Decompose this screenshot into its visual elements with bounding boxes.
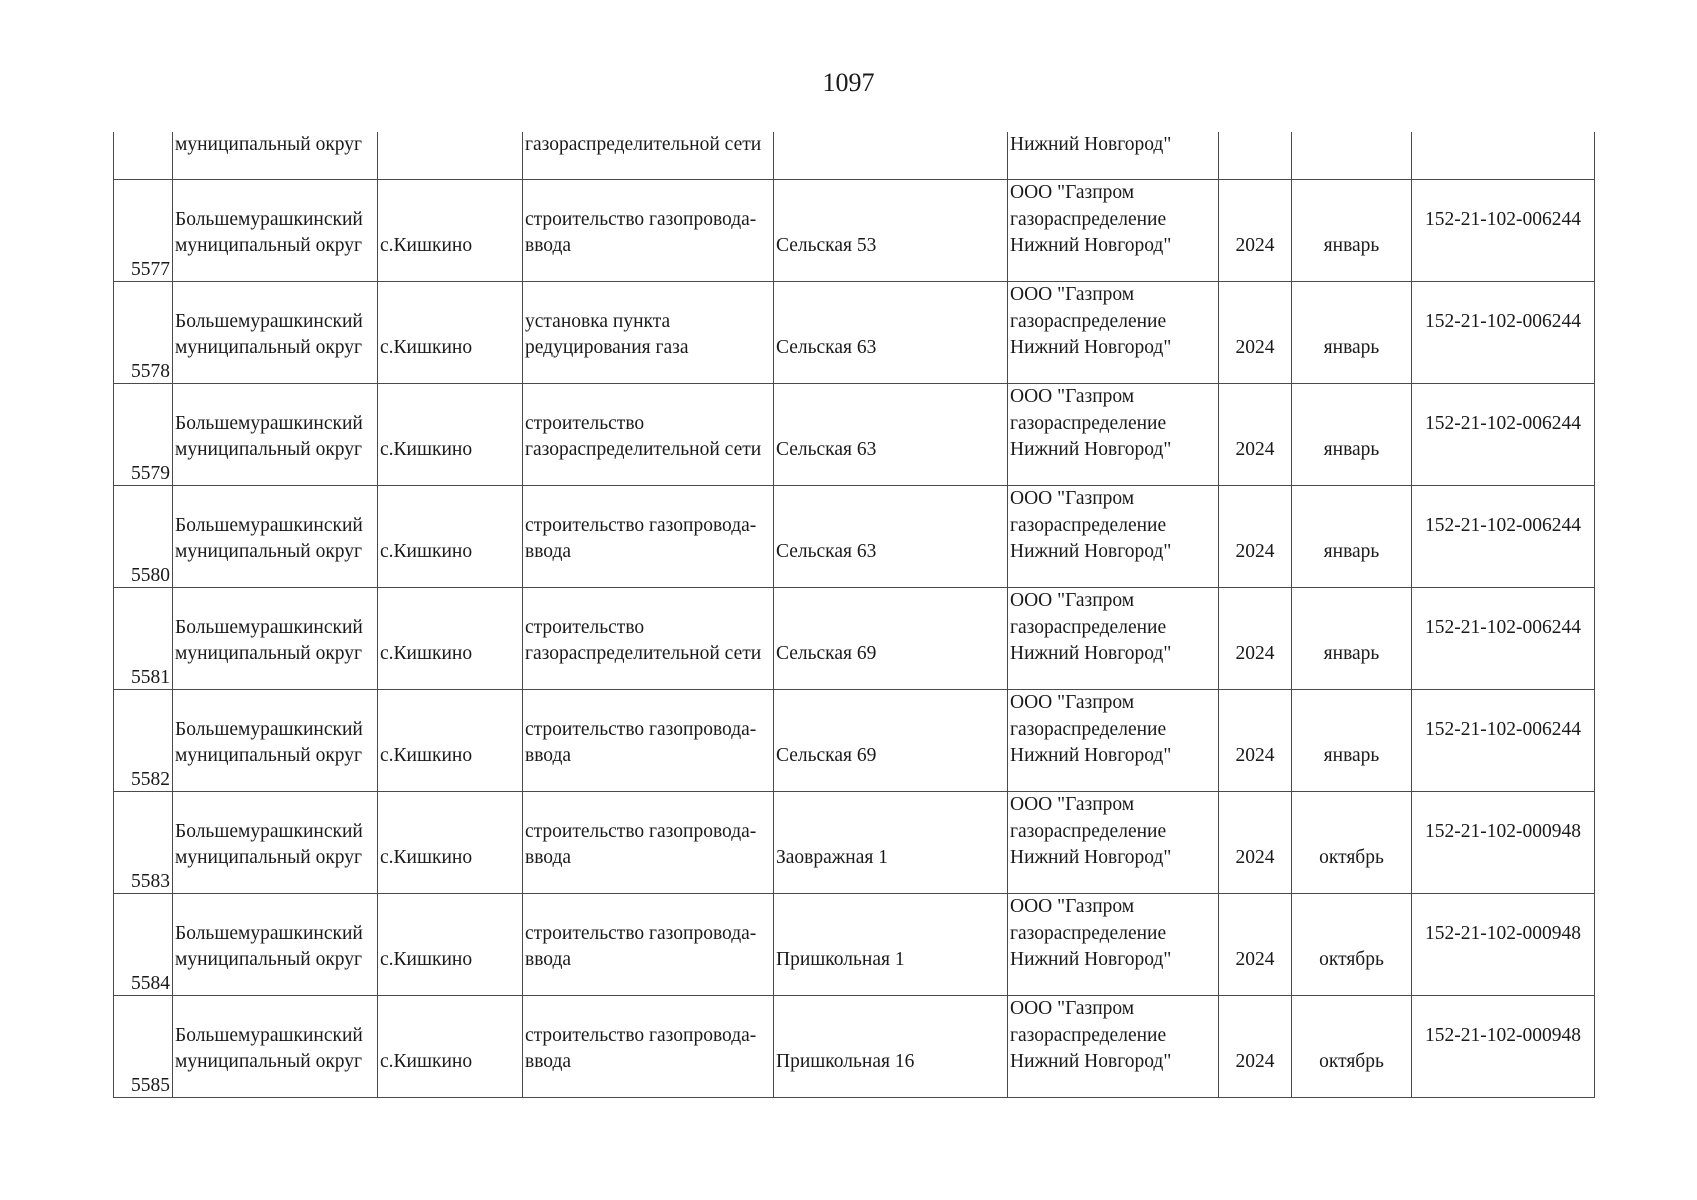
cell-year: [1219, 996, 1292, 1098]
cell-month: [1292, 588, 1412, 690]
cell-work: [523, 486, 774, 588]
cell-work: [523, 180, 774, 282]
org-line: Нижний Новгород": [1010, 337, 1172, 358]
cell-district: [173, 588, 378, 690]
month-text: январь: [1323, 745, 1380, 766]
cell-work: [523, 588, 774, 690]
cell-district: [173, 792, 378, 894]
table-row: [114, 894, 1595, 996]
cell-district: [173, 384, 378, 486]
cell-address: [774, 792, 1008, 894]
cell-code: [1412, 996, 1595, 1098]
work-line: ввода: [525, 745, 572, 766]
cell-work: газораспределительной сети: [523, 132, 774, 180]
work-line: газораспределительной сети: [525, 439, 762, 460]
year-text: 2024: [1235, 439, 1275, 460]
locality-text: с.Кишкино: [380, 439, 473, 460]
table-body: [114, 132, 1595, 1098]
registry-table: [113, 132, 1595, 1098]
work-line: газораспределительной сети: [525, 643, 762, 664]
cell-year: [1219, 180, 1292, 282]
district-line: Большемурашкинский: [175, 820, 363, 842]
cell-organization: [1008, 690, 1219, 792]
work-line: строительство: [525, 616, 645, 638]
row-number: 5584: [131, 973, 170, 994]
work-line: строительство газопровода-: [525, 208, 757, 230]
org-line: ООО "Газпром: [1010, 998, 1135, 1019]
work-line: ввода: [525, 847, 572, 868]
cell-code: [1412, 792, 1595, 894]
cell-month: [1292, 180, 1412, 282]
cell-address: [774, 384, 1008, 486]
cell-number: [114, 996, 173, 1098]
code-text: 152-21-102-006244: [1425, 310, 1581, 332]
cell-month: [1292, 384, 1412, 486]
cell-address: [774, 282, 1008, 384]
address-text: Пришкольная 1: [776, 949, 905, 970]
cell-locality: [378, 486, 523, 588]
cell-locality: [378, 282, 523, 384]
cell-month: [1292, 132, 1412, 180]
work-line: ввода: [525, 1051, 572, 1072]
cell-code: [1412, 132, 1595, 180]
cell-address: [774, 588, 1008, 690]
locality-text: с.Кишкино: [380, 745, 473, 766]
locality-text: с.Кишкино: [380, 1051, 473, 1072]
district-line: Большемурашкинский: [175, 514, 363, 536]
row-number: 5583: [131, 871, 170, 892]
address-text: Сельская 53: [776, 235, 877, 256]
work-line: ввода: [525, 235, 572, 256]
row-number: 5579: [131, 463, 170, 484]
district-line: муниципальный округ: [175, 745, 363, 766]
cell-organization: Нижний Новгород": [1008, 132, 1219, 180]
org-line: газораспределение: [1010, 1024, 1167, 1046]
address-text: Сельская 63: [776, 439, 877, 460]
district-line: Большемурашкинский: [175, 718, 363, 740]
code-text: 152-21-102-006244: [1425, 718, 1581, 740]
cell-year: [1219, 690, 1292, 792]
code-text: 152-21-102-006244: [1425, 616, 1581, 638]
cell-number: [114, 180, 173, 282]
code-text: 152-21-102-006244: [1425, 208, 1581, 230]
district-line: Большемурашкинский: [175, 412, 363, 434]
cell-number: [114, 282, 173, 384]
row-number: 5578: [131, 361, 170, 382]
org-line: ООО "Газпром: [1010, 488, 1135, 509]
org-line: ООО "Газпром: [1010, 896, 1135, 917]
district-line: Большемурашкинский: [175, 922, 363, 944]
cell-work: [523, 792, 774, 894]
cell-organization: [1008, 792, 1219, 894]
month-text: октябрь: [1319, 847, 1384, 868]
org-line: Нижний Новгород": [1010, 541, 1172, 562]
cell-locality: [378, 132, 523, 180]
cell-district: [173, 996, 378, 1098]
row-number: 5585: [131, 1075, 170, 1096]
cell-work: [523, 282, 774, 384]
locality-text: с.Кишкино: [380, 847, 473, 868]
cell-district: [173, 282, 378, 384]
cell-address: [774, 996, 1008, 1098]
org-line: Нижний Новгород": [1010, 745, 1172, 766]
district-line: муниципальный округ: [175, 439, 363, 460]
district-line: муниципальный округ: [175, 235, 363, 256]
month-text: январь: [1323, 439, 1380, 460]
district-line: муниципальный округ: [175, 337, 363, 358]
locality-text: с.Кишкино: [380, 337, 473, 358]
code-text: 152-21-102-006244: [1425, 412, 1581, 434]
cell-locality: [378, 588, 523, 690]
cell-year: [1219, 384, 1292, 486]
table-row: [114, 792, 1595, 894]
cell-organization: [1008, 384, 1219, 486]
address-text: Сельская 69: [776, 643, 877, 664]
work-line: ввода: [525, 949, 572, 970]
work-line: строительство газопровода-: [525, 922, 757, 944]
cell-month: [1292, 894, 1412, 996]
district-line: Большемурашкинский: [175, 1024, 363, 1046]
district-line: муниципальный округ: [175, 847, 363, 868]
continuation-row: [114, 132, 1595, 180]
org-line: газораспределение: [1010, 412, 1167, 434]
cell-district: [173, 894, 378, 996]
cell-code: [1412, 894, 1595, 996]
month-text: октябрь: [1319, 1051, 1384, 1072]
table-row: [114, 486, 1595, 588]
cell-month: [1292, 996, 1412, 1098]
org-line: газораспределение: [1010, 718, 1167, 740]
cell-work: [523, 996, 774, 1098]
cell-work: [523, 894, 774, 996]
org-line: ООО "Газпром: [1010, 386, 1135, 407]
cell-address: [774, 486, 1008, 588]
district-line: муниципальный округ: [175, 643, 363, 664]
address-text: Заовражная 1: [776, 847, 888, 868]
cell-locality: [378, 894, 523, 996]
cell-locality: [378, 384, 523, 486]
year-text: 2024: [1235, 643, 1275, 664]
work-line: установка пункта: [525, 310, 671, 332]
cell-year: [1219, 486, 1292, 588]
month-text: октябрь: [1319, 949, 1384, 970]
org-line: ООО "Газпром: [1010, 590, 1135, 611]
cell-number: [114, 486, 173, 588]
locality-text: с.Кишкино: [380, 949, 473, 970]
org-line: газораспределение: [1010, 616, 1167, 638]
work-line: строительство: [525, 412, 645, 434]
table-row: [114, 384, 1595, 486]
code-text: 152-21-102-000948: [1425, 922, 1581, 944]
cell-number: [114, 894, 173, 996]
cell-locality: [378, 792, 523, 894]
cell-code: [1412, 282, 1595, 384]
year-text: 2024: [1235, 541, 1275, 562]
cell-locality: [378, 180, 523, 282]
cell-month: [1292, 282, 1412, 384]
cell-number: [114, 588, 173, 690]
locality-text: с.Кишкино: [380, 541, 473, 562]
district-line: муниципальный округ: [175, 949, 363, 970]
district-line: Большемурашкинский: [175, 616, 363, 638]
cell-address: [774, 180, 1008, 282]
cell-district: [173, 486, 378, 588]
district-line: Большемурашкинский: [175, 310, 363, 332]
table-row: [114, 996, 1595, 1098]
work-line: строительство газопровода-: [525, 1024, 757, 1046]
cell-year: [1219, 588, 1292, 690]
cell-work: [523, 384, 774, 486]
org-line: газораспределение: [1010, 820, 1167, 842]
cell-address: [774, 132, 1008, 180]
address-text: Сельская 69: [776, 745, 877, 766]
org-line: газораспределение: [1010, 514, 1167, 536]
cell-number: [114, 132, 173, 180]
table-row: [114, 180, 1595, 282]
org-line: Нижний Новгород": [1010, 643, 1172, 664]
work-line: строительство газопровода-: [525, 820, 757, 842]
cell-number: [114, 792, 173, 894]
org-line: Нижний Новгород": [1010, 847, 1172, 868]
address-text: Пришкольная 16: [776, 1051, 915, 1072]
org-line: Нижний Новгород": [1010, 235, 1172, 256]
month-text: январь: [1323, 235, 1380, 256]
cell-code: [1412, 690, 1595, 792]
org-line: Нижний Новгород": [1010, 439, 1172, 460]
org-line: газораспределение: [1010, 922, 1167, 944]
cell-code: [1412, 384, 1595, 486]
cell-number: [114, 690, 173, 792]
year-text: 2024: [1235, 1051, 1275, 1072]
cell-district: муниципальный округ: [173, 132, 378, 180]
row-number: 5580: [131, 565, 170, 586]
address-text: Сельская 63: [776, 337, 877, 358]
cell-address: [774, 894, 1008, 996]
org-line: Нижний Новгород": [1010, 949, 1172, 970]
work-line: ввода: [525, 541, 572, 562]
year-text: 2024: [1235, 847, 1275, 868]
table-row: [114, 588, 1595, 690]
org-line: ООО "Газпром: [1010, 794, 1135, 815]
locality-text: с.Кишкино: [380, 235, 473, 256]
work-line: строительство газопровода-: [525, 718, 757, 740]
cell-code: [1412, 180, 1595, 282]
cell-organization: [1008, 282, 1219, 384]
cell-year: [1219, 894, 1292, 996]
district-line: Большемурашкинский: [175, 208, 363, 230]
district-line: муниципальный округ: [175, 541, 363, 562]
cell-organization: [1008, 486, 1219, 588]
cell-organization: [1008, 588, 1219, 690]
cell-locality: [378, 996, 523, 1098]
code-text: 152-21-102-006244: [1425, 514, 1581, 536]
page-number: 1097: [822, 68, 875, 97]
org-line: ООО "Газпром: [1010, 182, 1135, 203]
cell-locality: [378, 690, 523, 792]
locality-text: с.Кишкино: [380, 643, 473, 664]
address-text: Сельская 63: [776, 541, 877, 562]
month-text: январь: [1323, 337, 1380, 358]
cell-district: [173, 690, 378, 792]
cell-organization: [1008, 180, 1219, 282]
org-line: газораспределение: [1010, 208, 1167, 230]
work-line: редуцирования газа: [525, 337, 689, 358]
code-text: 152-21-102-000948: [1425, 820, 1581, 842]
year-text: 2024: [1235, 337, 1275, 358]
work-line: строительство газопровода-: [525, 514, 757, 536]
row-number: 5577: [131, 259, 170, 280]
year-text: 2024: [1235, 235, 1275, 256]
year-text: 2024: [1235, 745, 1275, 766]
row-number: 5581: [131, 667, 170, 688]
cell-code: [1412, 486, 1595, 588]
cell-month: [1292, 486, 1412, 588]
org-line: Нижний Новгород": [1010, 1051, 1172, 1072]
table-row: [114, 282, 1595, 384]
month-text: январь: [1323, 541, 1380, 562]
cell-work: [523, 690, 774, 792]
org-line: газораспределение: [1010, 310, 1167, 332]
cell-year: [1219, 792, 1292, 894]
cell-month: [1292, 690, 1412, 792]
cell-address: [774, 690, 1008, 792]
year-text: 2024: [1235, 949, 1275, 970]
cell-organization: [1008, 894, 1219, 996]
cell-number: [114, 384, 173, 486]
cell-year: [1219, 132, 1292, 180]
cell-district: [173, 180, 378, 282]
org-line: ООО "Газпром: [1010, 692, 1135, 713]
cell-month: [1292, 792, 1412, 894]
cell-year: [1219, 282, 1292, 384]
month-text: январь: [1323, 643, 1380, 664]
org-line: ООО "Газпром: [1010, 284, 1135, 305]
district-line: муниципальный округ: [175, 1051, 363, 1072]
row-number: 5582: [131, 769, 170, 790]
cell-code: [1412, 588, 1595, 690]
table-row: [114, 690, 1595, 792]
cell-organization: [1008, 996, 1219, 1098]
code-text: 152-21-102-000948: [1425, 1024, 1581, 1046]
